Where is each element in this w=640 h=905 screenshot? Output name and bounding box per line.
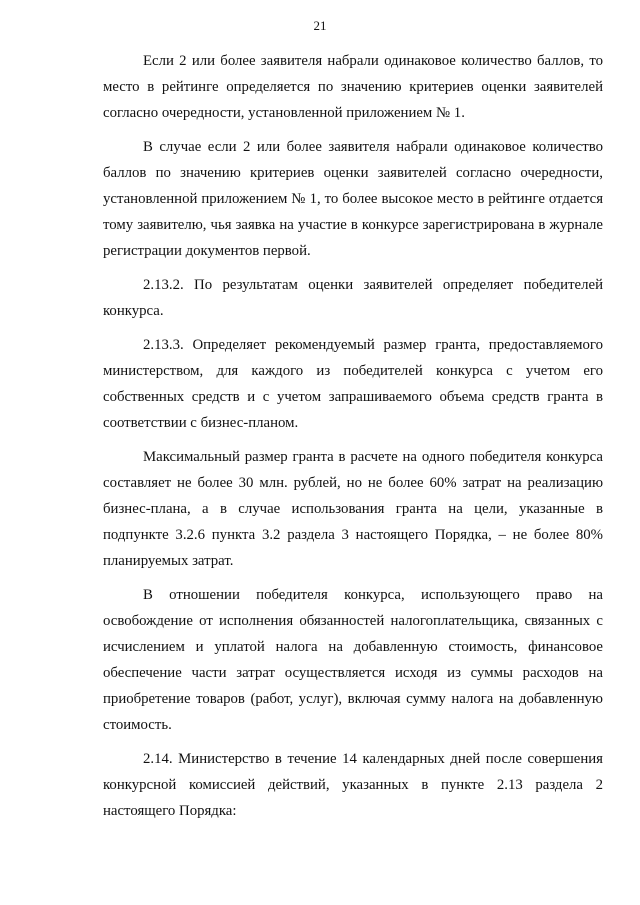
paragraph-max-grant: Максимальный размер гранта в расчете на одного победителя конкурса составляет не более 30 млн. рублей, но не более 60% затрат на реализацию бизнес-плана, а в случае использования гранта на цели, указанные в подпункте 3.2.6 пункта 3.2 раздела 3 настоящего Порядка, – не более 80% планируемых затрат. — [103, 449, 603, 569]
paragraph-2-14: 2.14. Министерство в течение 14 календарных дней после совершения конкурсной комиссией действий, указанных в пункте 2.13 раздела 2 настоящего Порядка: — [103, 751, 603, 819]
paragraph-tie-registration: В случае если 2 или более заявителя набрали одинаковое количество баллов по значению критериев оценки заявителей согласно очередности, установленной приложением № 1, то более высокое место в рейтинге отдается тому заявителю, чья заявка на участие в конкурсе зарегистрирована в журнале регистрации документов первой. — [103, 139, 603, 259]
document-body — [103, 48, 603, 832]
paragraph-tie-rule: Если 2 или более заявителя набрали одинаковое количество баллов, то место в рейтинге определяется по значению критериев оценки заявителей согласно очередности, установленной приложением № 1. — [103, 53, 603, 121]
paragraph-2-13-2: 2.13.2. По результатам оценки заявителей определяет победителей конкурса. — [103, 277, 603, 319]
page-number: 21 — [313, 18, 327, 33]
paragraph-2-13-3: 2.13.3. Определяет рекомендуемый размер гранта, предоставляемого министерством, для каждого из победителей конкурса с учетом его собственных средств и с учетом запрашиваемого объема средств гранта в соответствии с бизнес-планом. — [103, 337, 603, 431]
paragraph-vat: В отношении победителя конкурса, использующего право на освобождение от исполнения обязанностей налогоплательщика, связанных с исчислением и уплатой налога на добавленную стоимость, финансовое обеспечение части затрат осуществляется исходя из суммы расходов на приобретение товаров (работ, услуг), включая сумму налога на добавленную стоимость. — [103, 587, 603, 733]
